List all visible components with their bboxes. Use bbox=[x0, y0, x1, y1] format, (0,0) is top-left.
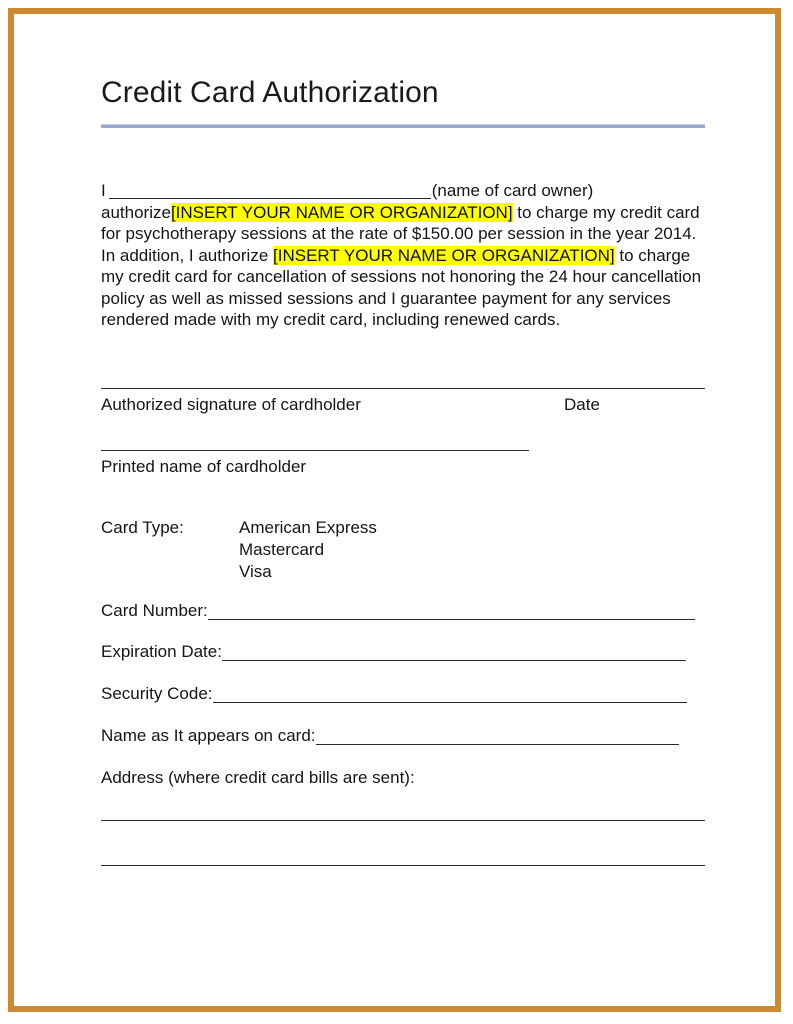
insert-name-placeholder-2: [INSERT YOUR NAME OR ORGANIZATION] bbox=[273, 245, 615, 265]
document-sheet bbox=[14, 14, 775, 1006]
security-code-input-line[interactable] bbox=[213, 702, 687, 703]
name-of-card-owner-blank[interactable] bbox=[109, 198, 431, 199]
authorization-paragraph bbox=[101, 180, 711, 331]
card-type-option-visa[interactable]: Visa bbox=[239, 562, 272, 581]
name-of-card-owner-note: (name of card owner) authorize bbox=[101, 181, 594, 222]
printed-name-label: Printed name of cardholder bbox=[101, 457, 307, 476]
card-type-options bbox=[239, 517, 377, 583]
paragraph-segment-2: to charge my credit card for cancellation of sessions not honoring the 24 hour cancellation policy as well as missed sessions and I guarantee payment for any services rendered made with my credit card, including renewed cards. bbox=[101, 245, 702, 329]
card-number-field bbox=[101, 601, 705, 621]
page-title: Credit Card Authorization bbox=[101, 76, 439, 109]
expiration-date-field bbox=[101, 642, 705, 662]
paragraph-lead-in: I bbox=[101, 181, 106, 200]
date-label: Date bbox=[564, 395, 600, 414]
card-type-section bbox=[101, 517, 377, 583]
signature-line[interactable] bbox=[101, 388, 705, 389]
card-number-input-line[interactable] bbox=[208, 619, 695, 620]
security-code-label: Security Code: bbox=[101, 684, 213, 703]
paragraph-segment-1: to charge my credit card for psychotherapy sessions at the rate of $150.00 per session in the year 2014. In addition, I authorize bbox=[101, 202, 700, 265]
name-on-card-input-line[interactable] bbox=[316, 744, 679, 745]
page-border bbox=[8, 8, 781, 1012]
signature-label: Authorized signature of cardholder bbox=[101, 395, 361, 414]
address-line-2[interactable] bbox=[101, 865, 705, 866]
expiration-date-label: Expiration Date: bbox=[101, 642, 222, 661]
printed-name-line[interactable] bbox=[101, 450, 529, 451]
card-number-label: Card Number: bbox=[101, 601, 208, 620]
expiration-date-input-line[interactable] bbox=[222, 660, 686, 661]
address-label: Address (where credit card bills are sent): bbox=[101, 768, 415, 787]
card-type-label: Card Type: bbox=[101, 518, 184, 537]
card-type-option-mastercard[interactable]: Mastercard bbox=[239, 540, 325, 559]
title-divider bbox=[101, 124, 705, 128]
name-on-card-field bbox=[101, 726, 705, 746]
address-line-1[interactable] bbox=[101, 820, 705, 821]
insert-name-placeholder-1: [INSERT YOUR NAME OR ORGANIZATION] bbox=[170, 202, 513, 222]
security-code-field bbox=[101, 684, 705, 704]
card-type-option-amex[interactable]: American Express bbox=[239, 518, 377, 537]
name-on-card-label: Name as It appears on card: bbox=[101, 726, 316, 745]
